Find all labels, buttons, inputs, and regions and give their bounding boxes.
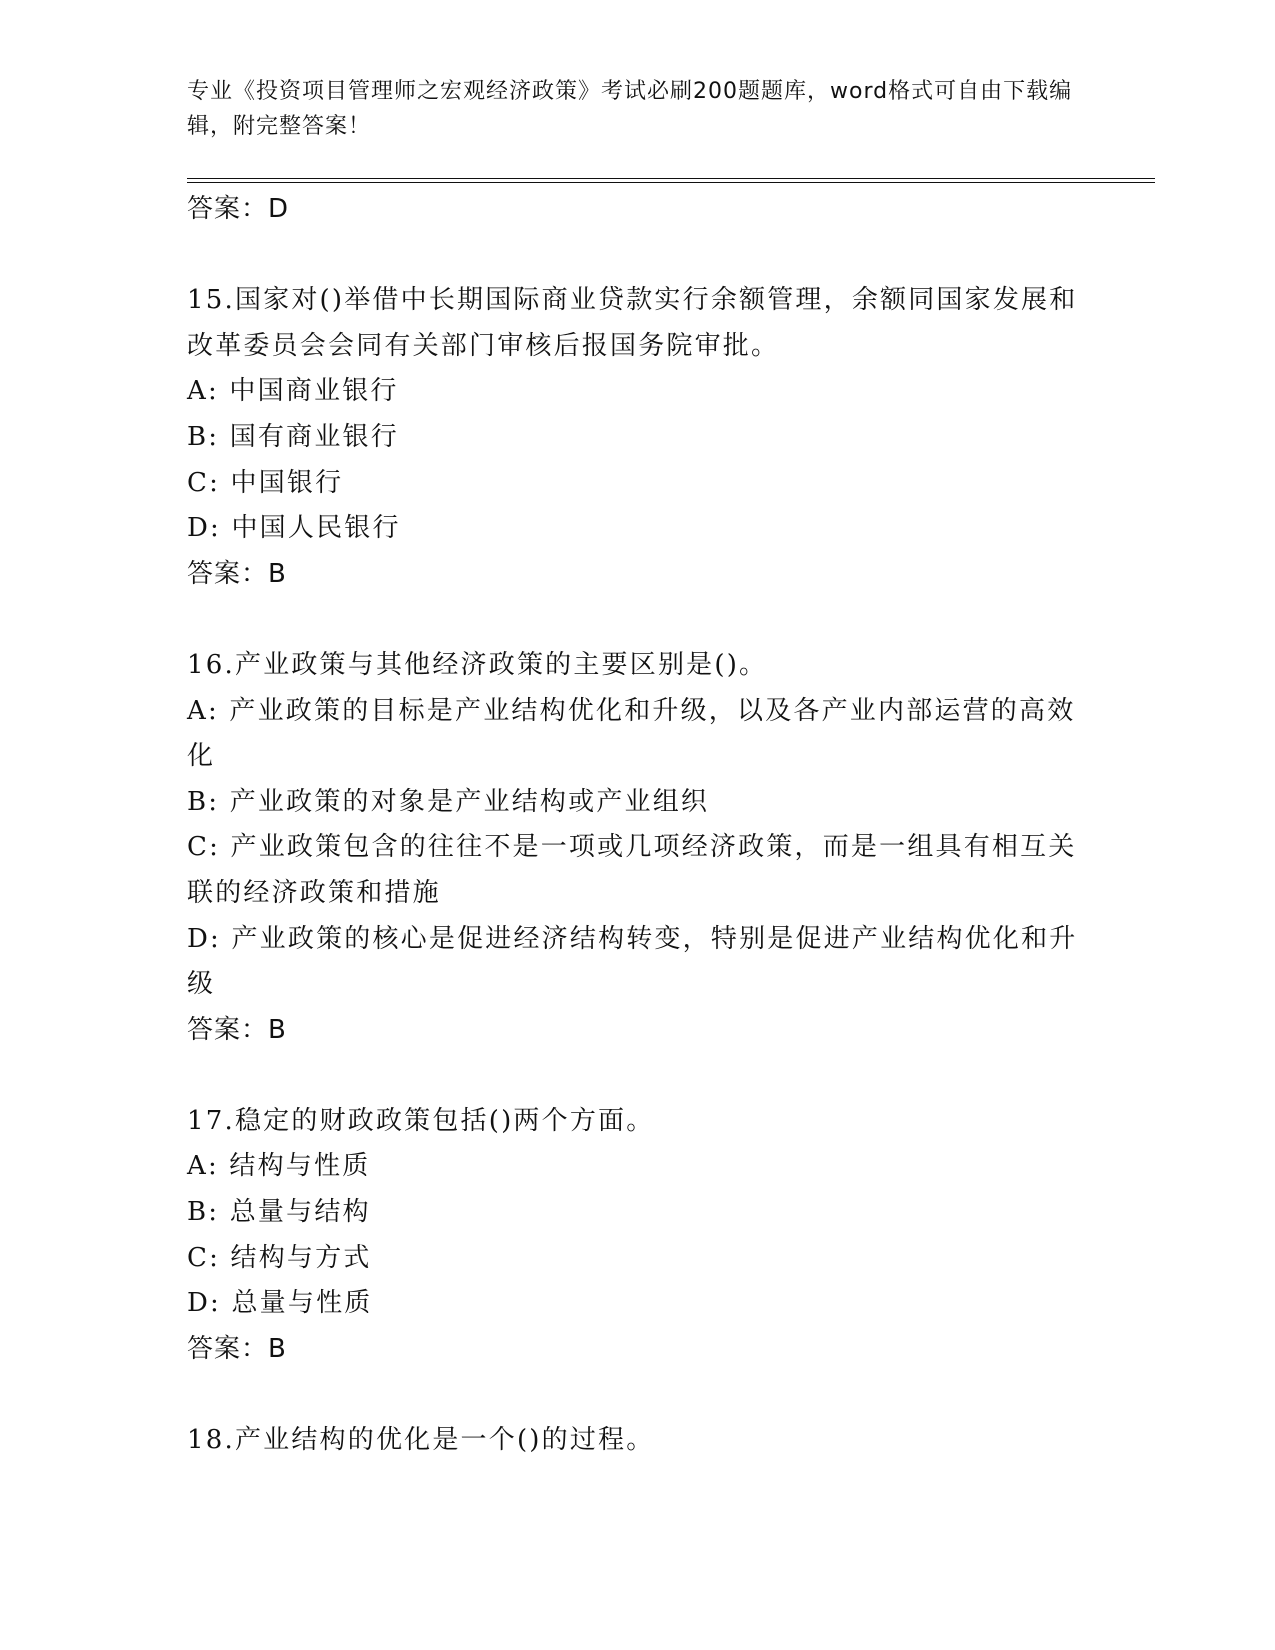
question-16-option-c: C: 产业政策包含的往往不是一项或几项经济政策，而是一组具有相互关联的经济政策和措施 — [187, 832, 1077, 908]
block-gap — [187, 233, 1087, 279]
answer-15: 答案：B — [187, 558, 287, 589]
block-gap — [187, 1372, 1087, 1418]
answer-14: 答案：D — [187, 194, 290, 224]
question-17-option-b: B: 总量与结构 — [187, 1197, 371, 1228]
question-16-option-a: A: 产业政策的目标是产业结构优化和升级，以及各产业内部运营的高效化 — [187, 695, 1076, 772]
question-15-option-d: D: 中国人民银行 — [187, 513, 401, 544]
header-divider-bottom — [187, 182, 1155, 183]
answer-16: 答案：B — [187, 1014, 287, 1045]
block-gap — [187, 597, 1087, 643]
question-18: 18.产业结构的优化是一个()的过程。 — [187, 1425, 655, 1456]
header-divider-top — [187, 178, 1155, 179]
question-17: 17.稳定的财政政策包括()两个方面。 — [187, 1105, 655, 1136]
question-17-option-d: D: 总量与性质 — [187, 1288, 373, 1319]
question-16-option-b: B: 产业政策的对象是产业结构或产业组织 — [187, 786, 710, 817]
question-16-option-d: D: 产业政策的核心是促进经济结构转变，特别是促进产业结构优化和升级 — [187, 923, 1078, 1000]
question-15-option-a: A: 中国商业银行 — [187, 376, 399, 407]
block-gap — [187, 1053, 1087, 1099]
question-16: 16.产业政策与其他经济政策的主要区别是()。 — [187, 649, 768, 680]
question-17-option-c: C: 结构与方式 — [187, 1242, 372, 1273]
question-content — [187, 187, 1087, 1464]
document-header: 专业《投资项目管理师之宏观经济政策》考试必刷200题题库，word格式可自由下载编辑，附完整答案！ — [187, 79, 1073, 139]
answer-17: 答案：B — [187, 1333, 287, 1364]
question-15-option-c: C: 中国银行 — [187, 467, 344, 498]
question-15: 15.国家对()举借中长期国际商业贷款实行余额管理，余额同国家发展和改革委员会会同有关部门审核后报国务院审批。 — [187, 285, 1078, 361]
question-17-option-a: A: 结构与性质 — [187, 1151, 371, 1182]
question-15-option-b: B: 国有商业银行 — [187, 421, 399, 452]
